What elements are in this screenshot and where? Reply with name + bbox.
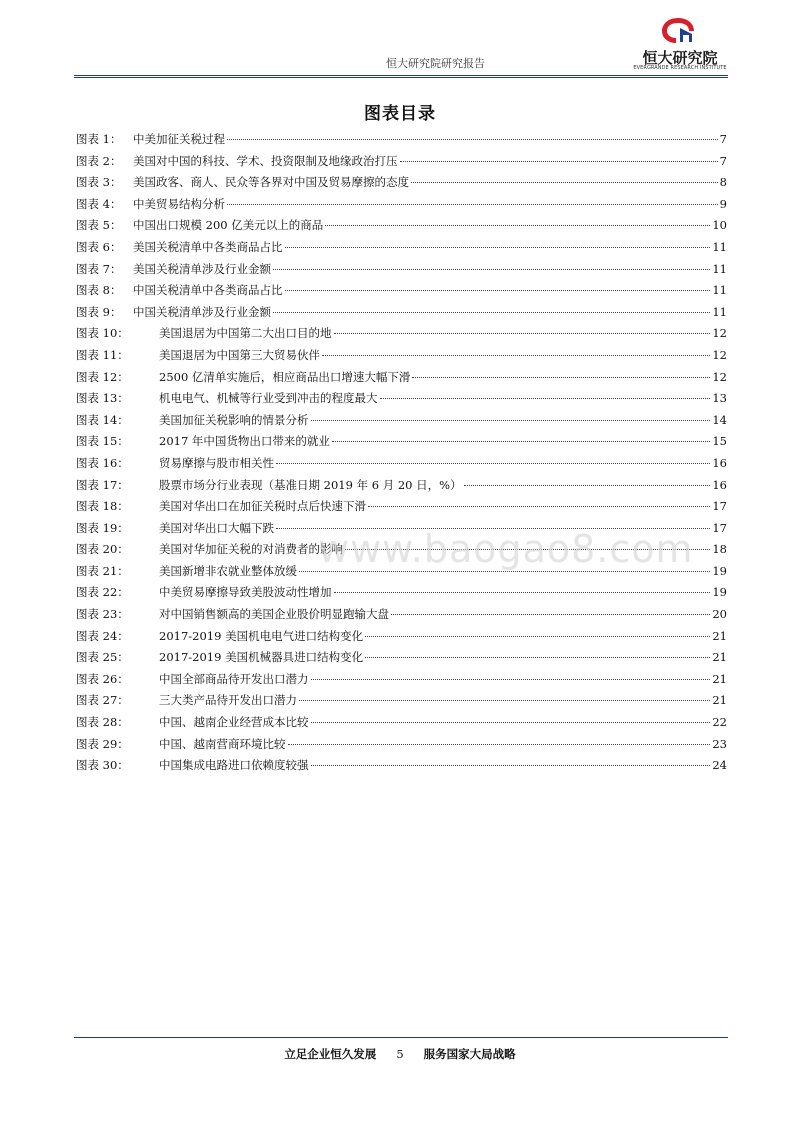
toc-dot-leader (464, 485, 711, 486)
toc-dot-leader (227, 204, 718, 205)
toc-entry[interactable] (76, 584, 727, 606)
toc-entry[interactable] (76, 390, 727, 412)
toc-entry-title: 中美贸易结构分析 (133, 196, 225, 211)
toc-entry-label: 图表 12： (76, 369, 129, 384)
toc-entry[interactable] (76, 131, 727, 153)
toc-dot-leader (311, 679, 711, 680)
footer-rule (74, 1037, 728, 1038)
toc-entry-label: 图表 16： (76, 455, 129, 470)
toc-entry-page: 10 (712, 218, 727, 233)
toc-entry-title: 美国对华出口大幅下跌 (159, 520, 274, 535)
toc-entry-page: 21 (712, 671, 727, 686)
toc-entry-label: 图表 20： (76, 542, 129, 557)
toc-entry-page: 21 (712, 693, 727, 708)
footer-left-slogan: 立足企业恒久发展 (284, 1047, 377, 1061)
toc-entry-title: 美国关税清单中各类商品占比 (133, 239, 283, 254)
toc-entry-page: 7 (719, 153, 727, 168)
toc-entry-label: 图表 24： (76, 628, 129, 643)
toc-entry[interactable] (76, 196, 727, 218)
toc-entry-label: 图表 13： (76, 391, 129, 406)
toc-entry-label: 图表 6： (76, 239, 122, 254)
toc-entry-label: 图表 26： (76, 671, 129, 686)
toc-entry[interactable] (76, 606, 727, 628)
toc-entry[interactable] (76, 325, 727, 347)
toc-entry-label: 图表 18： (76, 499, 129, 514)
toc-entry[interactable] (76, 455, 727, 477)
toc-entry-label: 图表 30： (76, 758, 129, 773)
toc-entry-title: 美国政客、商人、民众等各界对中国及贸易摩擦的态度 (133, 175, 409, 190)
toc-entry-label: 图表 17： (76, 477, 129, 492)
toc-entry-page: 23 (712, 736, 727, 751)
toc-dot-leader (311, 765, 711, 766)
toc-entry[interactable] (76, 261, 727, 283)
toc-entry[interactable] (76, 369, 727, 391)
toc-entry-label: 图表 5： (76, 218, 122, 233)
toc-entry[interactable] (76, 153, 727, 175)
toc-entry-title: 2500 亿清单实施后，相应商品出口增速大幅下滑 (159, 369, 411, 384)
toc-entry-page: 11 (712, 283, 727, 298)
toc-entry-label: 图表 14： (76, 412, 129, 427)
toc-dot-leader (368, 506, 710, 507)
toc-entry-title: 股票市场分行业表现（基准日期 2019 年 6 月 20 日，%） (159, 477, 462, 492)
toc-dot-leader (285, 290, 711, 291)
toc-entry-title: 中国全部商品待开发出口潜力 (159, 671, 309, 686)
toc-entry-label: 图表 15： (76, 434, 129, 449)
toc-dot-leader (365, 657, 710, 658)
toc-entry-title: 2017-2019 美国机械器具进口结构变化 (159, 650, 364, 665)
toc-entry-title: 美国对中国的科技、学术、投资限制及地缘政治打压 (133, 153, 398, 168)
toc-entry-page: 21 (712, 650, 727, 665)
toc-dot-leader (299, 571, 710, 572)
toc-entry-page: 13 (712, 391, 727, 406)
toc-entry-title: 对中国销售额高的美国企业股价明显跑输大盘 (159, 607, 389, 622)
footer (0, 1046, 800, 1062)
toc-entry-page: 11 (712, 304, 727, 319)
logo-text-en: EVERGRANDE RESEARCH INSTITUTE (633, 65, 727, 71)
toc-entry-label: 图表 2： (76, 153, 122, 168)
header-title: 恒大研究院研究报告 (386, 57, 485, 70)
toc-entry[interactable] (76, 736, 727, 758)
toc-entry-title: 美国对华出口在加征关税时点后快速下滑 (159, 499, 366, 514)
toc-entry-page: 15 (712, 434, 727, 449)
toc-entry-label: 图表 4： (76, 196, 122, 211)
toc-entry[interactable] (76, 174, 727, 196)
toc-dot-leader (299, 700, 710, 701)
toc-entry-title: 贸易摩擦与股市相关性 (159, 455, 274, 470)
toc-entry-label: 图表 7： (76, 261, 122, 276)
toc-dot-leader (285, 247, 711, 248)
toc-entry-label: 图表 22： (76, 585, 129, 600)
toc-entry-title: 三大类产品待开发出口潜力 (159, 693, 297, 708)
toc-entry[interactable] (76, 304, 727, 326)
toc-entry-title: 中国、越南营商环境比较 (159, 736, 286, 751)
toc-dot-leader (380, 398, 711, 399)
toc-entry-title: 美国加征关税影响的情景分析 (159, 412, 309, 427)
toc-entry-label: 图表 28： (76, 715, 129, 730)
toc-entry-label: 图表 27： (76, 693, 129, 708)
toc-entry[interactable] (76, 433, 727, 455)
toc-dot-leader (391, 614, 710, 615)
toc-entry-page: 12 (712, 369, 727, 384)
toc-entry-title: 美国退居为中国第二大出口目的地 (159, 326, 332, 341)
toc-dot-leader (311, 420, 711, 421)
toc-entry-page: 21 (712, 628, 727, 643)
toc-entry-page: 16 (712, 477, 727, 492)
toc-entry-label: 图表 19： (76, 520, 129, 535)
toc-entry-page: 19 (712, 563, 727, 578)
toc-dot-leader (311, 722, 711, 723)
toc-entry-label: 图表 23： (76, 607, 129, 622)
toc-dot-leader (334, 592, 711, 593)
toc-dot-leader (276, 463, 710, 464)
toc-entry-label: 图表 1： (76, 132, 122, 146)
toc-entry-title: 美国关税清单涉及行业金额 (133, 261, 271, 276)
logo-text-cn: 恒大研究院 (642, 49, 718, 67)
toc-entry-page: 11 (712, 239, 727, 254)
evergrande-logo-icon (658, 16, 698, 46)
toc-entry-label: 图表 3： (76, 175, 122, 190)
toc-entry[interactable] (76, 282, 727, 304)
toc-entry-label: 图表 8： (76, 283, 122, 298)
toc-dot-leader (273, 312, 710, 313)
page-title: 图表目录 (364, 104, 436, 124)
toc-dot-leader (322, 355, 710, 356)
toc-entry-label: 图表 9： (76, 304, 122, 319)
toc-entry-title: 机电电气、机械等行业受到冲击的程度最大 (159, 391, 378, 406)
toc-entry-title: 美国退居为中国第三大贸易伙伴 (159, 347, 320, 362)
table-of-figures (76, 131, 727, 779)
toc-entry-page: 18 (712, 542, 727, 557)
toc-dot-leader (365, 636, 710, 637)
toc-entry-title: 2017 年中国货物出口带来的就业 (159, 434, 330, 449)
toc-entry[interactable] (76, 757, 727, 779)
toc-dot-leader (288, 744, 711, 745)
toc-entry-page: 9 (719, 196, 727, 211)
toc-entry-page: 14 (712, 412, 727, 427)
toc-entry[interactable] (76, 628, 727, 650)
toc-entry-page: 12 (712, 347, 727, 362)
toc-entry-label: 图表 25： (76, 650, 129, 665)
toc-entry[interactable] (76, 671, 727, 693)
toc-entry-page: 19 (712, 585, 727, 600)
toc-entry-title: 2017-2019 美国机电电气进口结构变化 (159, 628, 364, 643)
toc-entry[interactable] (76, 692, 727, 714)
header-rule (74, 75, 728, 76)
header-rule-secondary (74, 77, 728, 78)
toc-entry-title: 美国新增非农就业整体放缓 (159, 563, 297, 578)
toc-entry[interactable] (76, 239, 727, 261)
toc-dot-leader (227, 139, 718, 140)
toc-entry-title: 中美贸易摩擦导致美股波动性增加 (159, 585, 332, 600)
toc-entry[interactable] (76, 498, 727, 520)
page-number: 5 (396, 1047, 404, 1061)
toc-entry-page: 16 (712, 455, 727, 470)
toc-entry-title: 中美加征关税过程 (133, 132, 225, 146)
toc-dot-leader (334, 333, 711, 334)
toc-entry-title: 中国关税清单中各类商品占比 (133, 283, 283, 298)
toc-entry-label: 图表 21： (76, 563, 129, 578)
toc-entry-label: 图表 10： (76, 326, 129, 341)
toc-dot-leader (273, 269, 710, 270)
toc-entry-title: 中国、越南企业经营成本比较 (159, 715, 309, 730)
toc-entry[interactable] (76, 649, 727, 671)
toc-entry-label: 图表 11： (76, 347, 129, 362)
toc-entry-page: 22 (712, 715, 727, 730)
toc-dot-leader (412, 377, 710, 378)
watermark: www.baogao8.com (318, 527, 694, 571)
toc-entry-page: 20 (712, 607, 727, 622)
toc-entry-page: 17 (712, 520, 727, 535)
toc-entry[interactable] (76, 347, 727, 369)
toc-dot-leader (411, 182, 718, 183)
toc-entry[interactable] (76, 477, 727, 499)
toc-entry-page: 17 (712, 499, 727, 514)
toc-entry-page: 12 (712, 326, 727, 341)
toc-entry-page: 8 (719, 175, 727, 190)
toc-entry-page: 11 (712, 261, 727, 276)
evergrande-logo (622, 12, 738, 76)
toc-entry-page: 7 (719, 132, 727, 146)
toc-entry-title: 美国对华加征关税的对消费者的影响 (159, 542, 343, 557)
toc-dot-leader (325, 225, 710, 226)
toc-entry-label: 图表 29： (76, 736, 129, 751)
toc-entry[interactable] (76, 412, 727, 434)
toc-entry[interactable] (76, 714, 727, 736)
footer-right-slogan: 服务国家大局战略 (423, 1047, 516, 1061)
toc-entry[interactable] (76, 217, 727, 239)
toc-entry-title: 中国关税清单涉及行业金额 (133, 304, 271, 319)
toc-entry-title: 中国集成电路进口依赖度较强 (159, 758, 309, 773)
toc-dot-leader (400, 161, 718, 162)
toc-dot-leader (332, 441, 710, 442)
toc-entry-page: 24 (712, 758, 727, 773)
toc-entry-title: 中国出口规模 200 亿美元以上的商品 (133, 218, 324, 233)
